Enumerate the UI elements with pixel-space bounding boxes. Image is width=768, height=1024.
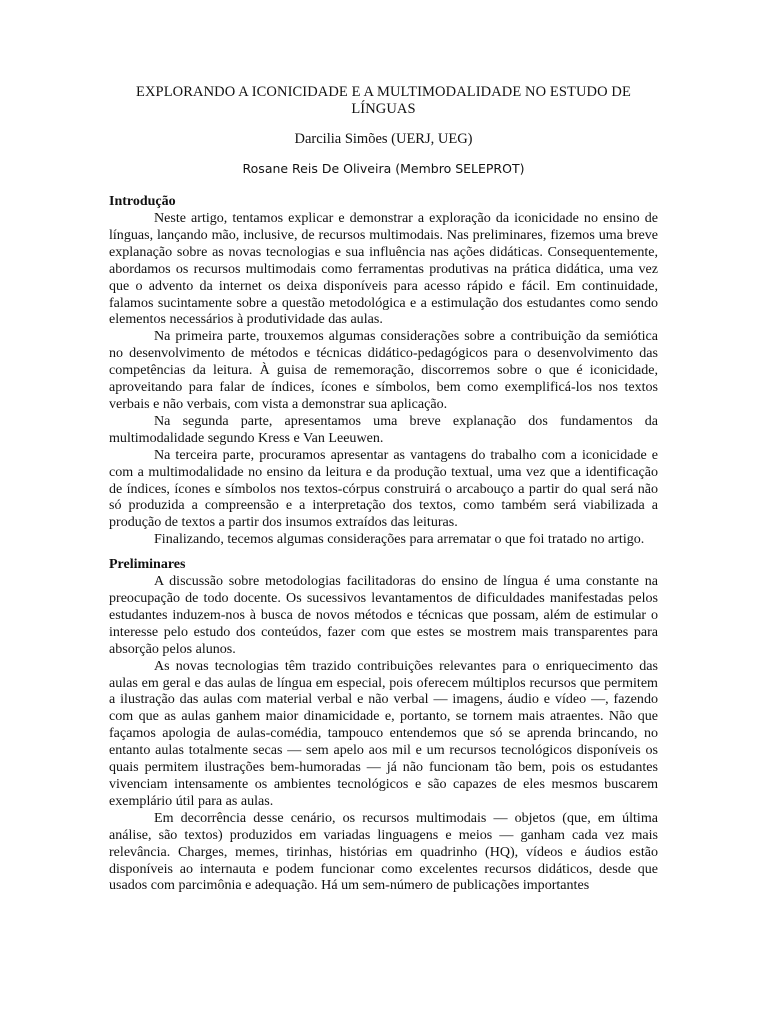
author-2: Rosane Reis De Oliveira (Membro SELEPROT) [242, 161, 525, 176]
document-title: EXPLORANDO A ICONICIDADE E A MULTIMODALIDADE NO ESTUDO DE LÍNGUAS [136, 84, 631, 117]
paragraph: Na segunda parte, apresentamos uma breve explanação dos fundamentos da multimodalidade segundo Kress e Van Leeuwen. [109, 412, 658, 446]
paragraph: As novas tecnologias têm trazido contribuições relevantes para o enriquecimento das aulas em geral e das aulas de língua em especial, pois oferecem múltiplos recursos que permitem a ilustração das aulas com material verbal e não verbal — imagens, áudio e vídeo —, fazendo com que as aulas ganhem maior dinamicidade e, portanto, se tornem mais atraentes. Não que façamos apologia de aulas-comédia, tampouco entendemos que só se aprenda brincando, no entanto aulas totalmente secas — sem apelo aos mil e um recursos tecnológicos disponíveis os quais permitem ilustrações bem-humoradas — já não funcionam tão bem, pois os estudantes vivenciam intensamente os ambientes tecnológicos e são capazes de eles mesmos buscarem exemplário útil para as aulas. [109, 657, 658, 809]
section-heading-introducao: Introdução [109, 194, 176, 209]
paragraph: Na terceira parte, procuramos apresentar as vantagens do trabalho com a iconicidade e com a multimodalidade no ensino da leitura e da produção textual, uma vez que a identificação de índices, ícones e símbolos nos textos-córpus construirá o arcabouço a partir do qual será não só produzida a compreensão e a interpretação dos textos, como também será viabilizada a produção de textos a partir dos insumos extraídos das leituras. [109, 446, 658, 531]
section-preliminares [109, 556, 658, 894]
section-introducao [109, 193, 658, 548]
paragraph: Neste artigo, tentamos explicar e demonstrar a exploração da iconicidade no ensino de línguas, lançando mão, inclusive, de recursos multimodais. Nas preliminares, fizemos uma breve explanação sobre as novas tecnologias e sua influência nas ações didáticas. Consequentemente, abordamos os recursos multimodais como ferramentas produtivas na prática didática, uma vez que o advento da internet os deixa disponíveis para acesso rápido e fácil. Em continuidade, falamos sucintamente sobre a questão metodológica e a estimulação dos estudantes como sendo elementos necessários à produtividade das aulas. [109, 210, 658, 328]
paragraph: Finalizando, tecemos algumas considerações para arrematar o que foi tratado no artigo. [154, 531, 645, 548]
paragraph: A discussão sobre metodologias facilitadoras do ensino de língua é uma constante na preocupação de todo docente. Os sucessivos levantamentos de dificuldades manifestadas pelos estudantes induzem-nos à busca de novos métodos e técnicas que possam, além de estimular o interesse pelo estudo dos conteúdos, fazer com que estes se mostrem mais transparentes para absorção pelos alunos. [109, 573, 658, 657]
paragraph: Na primeira parte, trouxemos algumas considerações sobre a contribuição da semiótica no desenvolvimento de métodos e técnicas didático-pedagógicos para o desenvolvimento das competências da leitura. À guisa de rememoração, discorremos sobre o que é iconicidade, aproveitando para falar de índices, ícones e símbolos, bem como exemplificá-los nos textos verbais e não verbais, com vista a demonstrar sua aplicação. [109, 328, 658, 412]
section-heading-preliminares: Preliminares [109, 557, 186, 573]
document-page [109, 84, 658, 894]
paragraph: Em decorrência desse cenário, os recursos multimodais — objetos (que, em última análise, são textos) produzidos em variadas linguagens e meios — ganham cada vez mais relevância. Charges, memes, tirinhas, histórias em quadrinho (HQ), vídeos e áudios estão disponíveis ao internauta e podem funcionar como excelentes recursos didáticos, desde que usados com parcimônia e adequação. Há um sem-número de publicações importantes [109, 809, 658, 894]
author-1: Darcilia Simões (UERJ, UEG) [294, 131, 473, 147]
